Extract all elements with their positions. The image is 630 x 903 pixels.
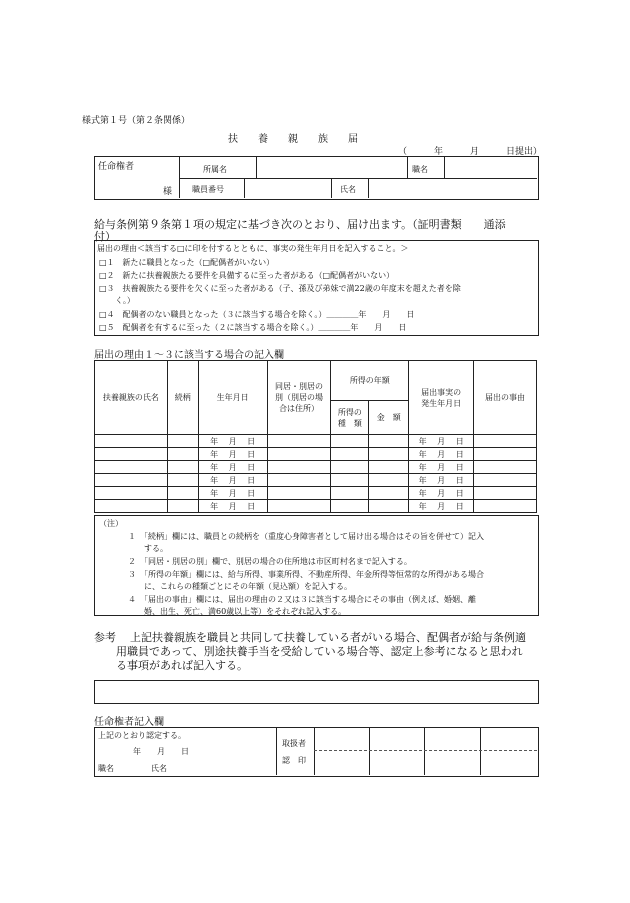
col-occurrence-date: 届出事実の 発生年月日 <box>409 361 474 435</box>
appointer-label: 任命権者 <box>98 162 135 172</box>
note-line-3-cont: に、これらの種類ごとにその年額（見込額）を記入する。 <box>128 582 352 591</box>
note-line-1-cont: する。 <box>128 544 168 553</box>
job-title-label: 職名 <box>412 165 428 174</box>
col-income-type: 所得の 種 類 <box>331 401 369 435</box>
divider <box>369 727 370 775</box>
occurrence-date-cell: 年 月 日 <box>409 435 474 448</box>
dept-label: 所属名 <box>203 165 227 174</box>
reason-item-5: □５ 配偶者を有するに至った（２に該当する場合を除く。）＿＿＿＿年 月 日 <box>99 323 407 332</box>
note-line-4: ４ 「届出の事由」欄には、届出の理由の２又は３に該当する場合にその事由（例えば、婚姻、離 <box>128 595 476 604</box>
appointer-section-title: 任命権者記入欄 <box>94 717 164 728</box>
divider <box>179 178 537 179</box>
note-line-3: ３ 「所得の年額」欄には、給与所得、事業所得、不動産所得、年金所得等恒常的な所得がある場合 <box>128 570 484 579</box>
divider <box>179 156 180 198</box>
col-relation: 続柄 <box>167 361 198 435</box>
note-line-2: ２ 「同居・別居の別」欄で、別居の場合の住所地は市区町村名まで記入する。 <box>128 557 412 566</box>
certified-date: 年 月 日 <box>133 747 189 756</box>
reason-item-1: □１ 新たに職員となった（□配偶者がいない） <box>99 258 275 267</box>
form-title: 扶 養 親 族 届 <box>228 134 358 145</box>
col-birth: 生年月日 <box>198 361 267 435</box>
table-row <box>95 487 537 500</box>
dependents-table <box>94 360 537 513</box>
table-row <box>95 461 537 474</box>
divider <box>407 156 408 178</box>
reason-item-3-cont: く。） <box>99 296 135 305</box>
divider <box>480 727 481 775</box>
reference-line-1: 上記扶養親族を職員と共同して扶養している者がいる場合、配偶者が給与条例適 <box>130 631 526 644</box>
col-living: 同居・別居の 別（別居の場 合は住所） <box>267 361 331 435</box>
table-row <box>95 474 537 487</box>
occurrence-date-cell: 年 月 日 <box>409 500 474 513</box>
table-row <box>95 448 537 461</box>
col-amount: 金 額 <box>369 401 409 435</box>
form-number: 様式第１号（第２条関係） <box>82 116 191 126</box>
col-reason: 届出の事由 <box>474 361 537 435</box>
birth-date-cell: 年 月 日 <box>198 461 267 474</box>
divider <box>331 178 332 198</box>
occurrence-date-cell: 年 月 日 <box>409 461 474 474</box>
reference-label: 参考 <box>94 631 116 644</box>
birth-date-cell: 年 月 日 <box>198 474 267 487</box>
birth-date-cell: 年 月 日 <box>198 487 267 500</box>
reference-line-2: 用職員であって、別途扶養手当を受給している場合等、認定上参考になると思われ <box>116 645 523 658</box>
note-line-4-cont: 婚、出生、死亡、満60歳以上等）をそれぞれ記入する。 <box>128 607 347 616</box>
divider <box>444 156 445 178</box>
divider <box>424 727 425 775</box>
birth-date-cell: 年 月 日 <box>198 500 267 513</box>
reason-item-4: □４ 配偶者のない職員となった（３に該当する場合を除く。）＿＿＿＿年 月 日 <box>99 310 415 319</box>
occurrence-date-cell: 年 月 日 <box>409 474 474 487</box>
divider <box>368 178 369 198</box>
divider <box>256 156 257 178</box>
note-line-1: １ 「続柄」欄には、職員との続柄を（重度心身障害者として届け出る場合はその旨を併せて）記入 <box>128 532 484 541</box>
col-name: 扶養親族の氏名 <box>95 361 168 435</box>
occurrence-date-cell: 年 月 日 <box>409 448 474 461</box>
name-label: 氏名 <box>340 185 356 194</box>
staff-no-label: 職員番号 <box>192 185 224 194</box>
section-title: 届出の理由１～３に該当する場合の記入欄 <box>94 350 284 361</box>
birth-date-cell: 年 月 日 <box>198 448 267 461</box>
sama-label: 様 <box>163 187 173 197</box>
table-row <box>95 500 537 513</box>
intro-line-2: 付） <box>94 230 116 243</box>
reasons-heading: 届出の理由＜該当する□に印を付するとともに、事実の発生年月日を記入すること。＞ <box>97 244 409 253</box>
certified-text: 上記のとおり認定する。 <box>98 731 186 740</box>
submit-date: （ 年 月 日提出） <box>398 147 543 157</box>
reference-line-3: る事項があれば記入する。 <box>116 659 248 672</box>
dashed-divider <box>314 750 537 751</box>
divider <box>244 178 245 198</box>
appointer-job-label: 職名 <box>98 764 114 773</box>
col-income: 所得の年額 <box>331 361 409 401</box>
divider <box>314 727 315 775</box>
intro-line-1: 給与条例第９条第１項の規定に基づき次のとおり、届け出ます。（証明書類 通添 <box>94 218 506 231</box>
reason-item-2: □２ 新たに扶養親族たる要件を具備するに至った者がある（□配偶者がいない） <box>99 271 395 280</box>
seal-label: 認 印 <box>282 756 306 765</box>
notes-label: （注） <box>99 519 123 528</box>
occurrence-date-cell: 年 月 日 <box>409 487 474 500</box>
birth-date-cell: 年 月 日 <box>198 435 267 448</box>
table-row <box>95 435 537 448</box>
divider <box>276 727 277 775</box>
appointer-name-label: 氏名 <box>151 764 167 773</box>
reason-item-3: □３ 扶養親族たる要件を欠くに至った者がある（子、孫及び弟妹で満22歳の年度末を超えた者を除 <box>99 284 461 293</box>
handler-label: 取扱者 <box>282 739 306 748</box>
reference-input-box[interactable] <box>94 680 539 704</box>
